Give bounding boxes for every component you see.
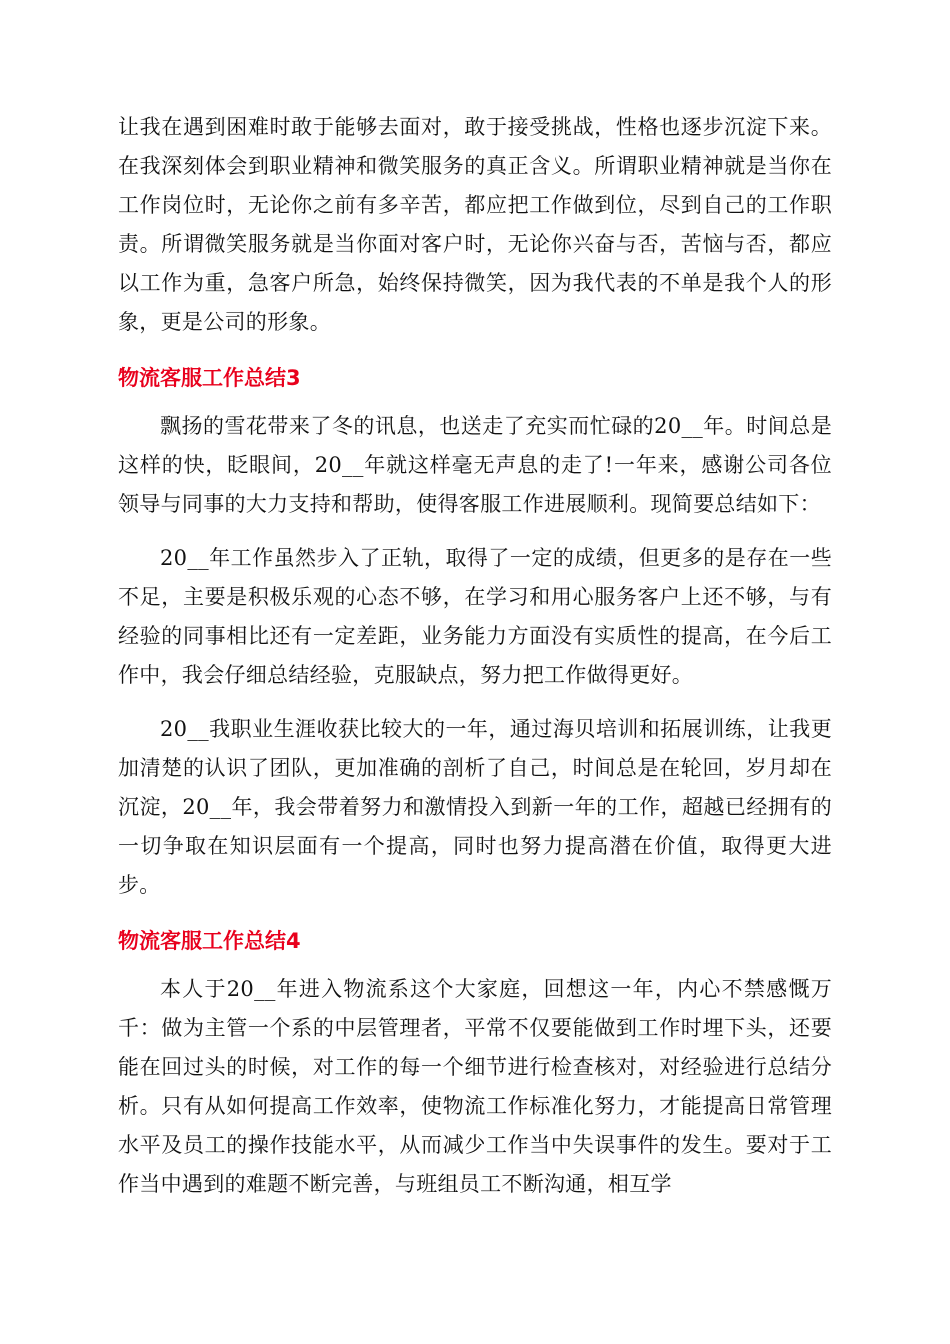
section-3-paragraph-3: 20__我职业生涯收获比较大的一年，通过海贝培训和拓展训练，让我更加清楚的认识了团队，更加准确的剖析了自己，时间总是在轮回，岁月却在沉淀，20__年，我会带着努力和激情投入到新一年的工作，超越已经拥有的一切争取在知识层面有一个提高，同时也努力提高潜在价值，取得更大进步。 [118, 717, 832, 897]
document-body [118, 108, 832, 1204]
continuation-paragraph: 让我在遇到困难时敢于能够去面对，敢于接受挑战，性格也逐步沉淀下来。在我深刻体会到职业精神和微笑服务的真正含义。所谓职业精神就是当你在工作岗位时，无论你之前有多辛苦，都应把工作做到位，尽到自己的工作职责。所谓微笑服务就是当你面对客户时，无论你兴奋与否，苦恼与否，都应以工作为重，急客户所急，始终保持微笑，因为我代表的不单是我个人的形象，更是公司的形象。 [118, 115, 832, 334]
section-heading-3: 物流客服工作总结3 [118, 366, 301, 390]
section-heading-4: 物流客服工作总结4 [118, 929, 301, 953]
section-3-paragraph-2: 20__年工作虽然步入了正轨，取得了一定的成绩，但更多的是存在一些不足，主要是积极乐观的心态不够，在学习和用心服务客户上还不够，与有经验的同事相比还有一定差距，业务能力方面没有实质性的提高，在今后工作中，我会仔细总结经验，克服缺点，努力把工作做得更好。 [118, 546, 832, 687]
section-3-paragraph-1: 飘扬的雪花带来了冬的讯息，也送走了充实而忙碌的20__年。时间总是这样的快，眨眼间，20__年就这样毫无声息的走了!一年来，感谢公司各位领导与同事的大力支持和帮助，使得客服工作进展顺利。现简要总结如下： [118, 414, 832, 516]
section-4-paragraph-1: 本人于20__年进入物流系这个大家庭，回想这一年，内心不禁感慨万千：做为主管一个系的中层管理者，平常不仅要能做到工作时埋下头，还要能在回过头的时候，对工作的每一个细节进行检查核对，对经验进行总结分析。只有从如何提高工作效率，使物流工作标准化努力，才能提高日常管理水平及员工的操作技能水平，从而减少工作当中失误事件的发生。要对于工作当中遇到的难题不断完善，与班组员工不断沟通，相互学 [118, 977, 832, 1196]
